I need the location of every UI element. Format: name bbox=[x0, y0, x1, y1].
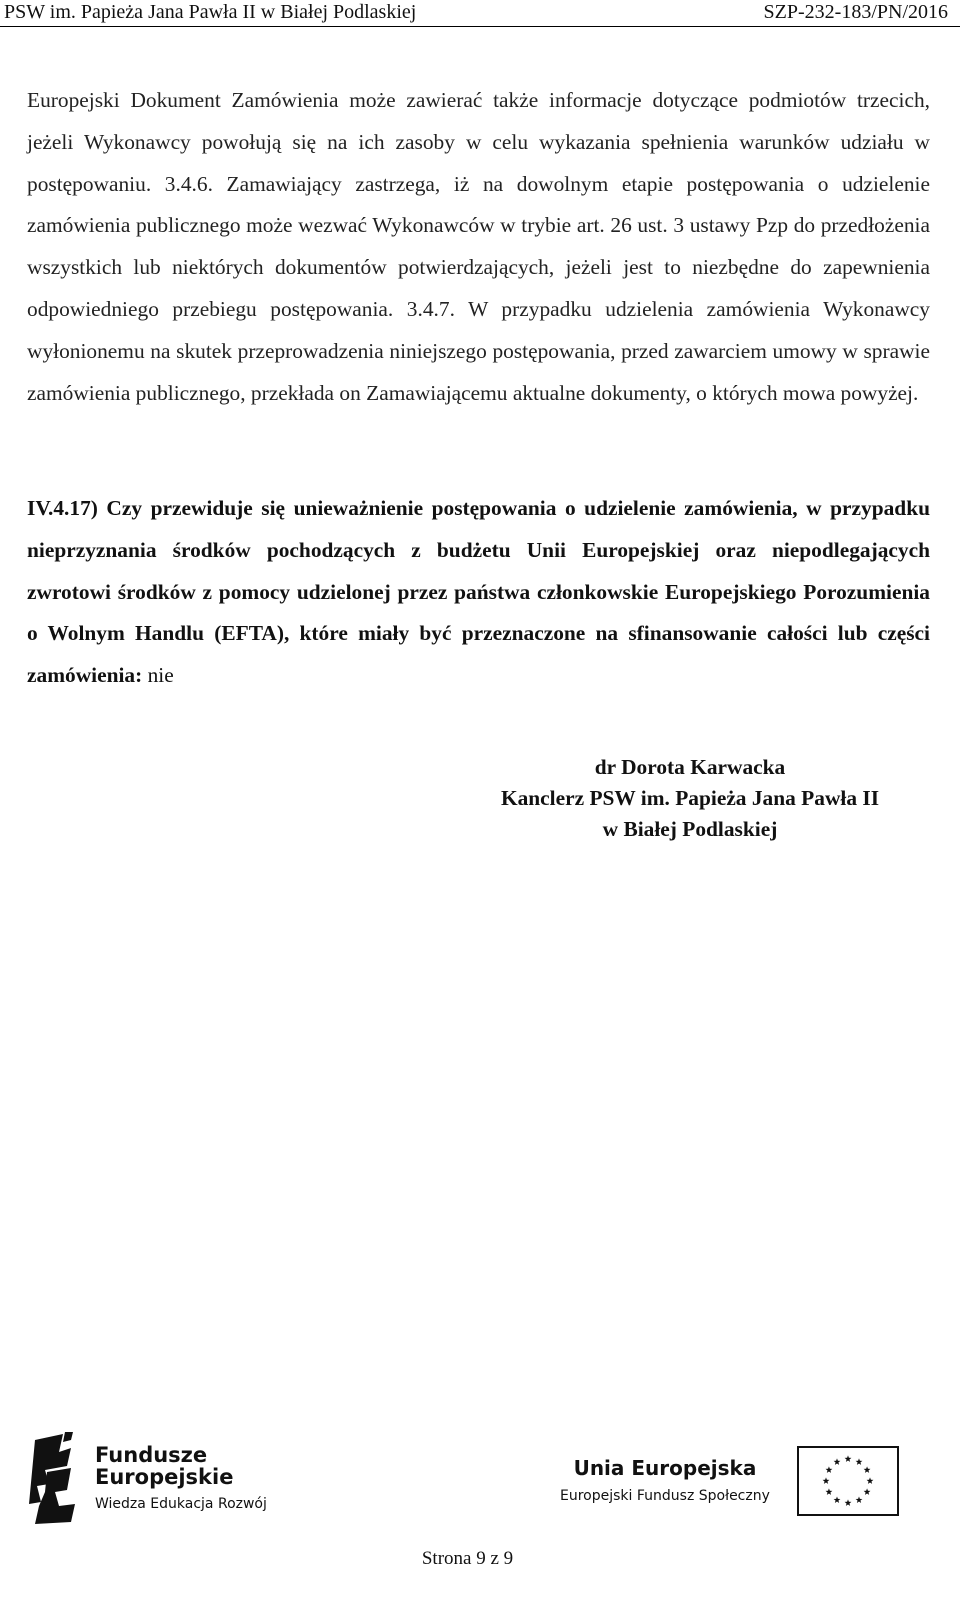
signature-place: w Białej Podlaskiej bbox=[602, 817, 778, 841]
section-iv-4-17 bbox=[27, 488, 930, 697]
fe-title-line-2: Europejskie bbox=[95, 1465, 234, 1489]
header-case-number: SZP-232-183/PN/2016 bbox=[763, 1, 948, 23]
section-answer: nie bbox=[147, 663, 174, 688]
signature-title: Kanclerz PSW im. Papieża Jana Pawła II bbox=[500, 786, 880, 810]
fe-title-line-1: Fundusze bbox=[95, 1443, 208, 1467]
eu-flag-icon bbox=[797, 1446, 899, 1516]
ue-title: Unia Europejska bbox=[573, 1456, 757, 1480]
fe-subtitle: Wiedza Edukacja Rozwój bbox=[95, 1496, 267, 1512]
footer-logos bbox=[0, 1430, 960, 1540]
header-institution: PSW im. Papieża Jana Pawła II w Białej Podlaskiej bbox=[4, 1, 417, 23]
fundusze-europejskie-icon bbox=[27, 1432, 77, 1524]
section-question: IV.4.17) Czy przewiduje się unieważnienie postępowania o udzielenie zamówienia, w przypadku nieprzyznania środków pochodzących z budżetu Unii Europejskiej oraz niepodlegających zwrotowi środków z pomocy udzielonej przez państwa członkowskie Europejskiego Porozumienia o Wolnym Handlu (EFTA), które miały być przeznaczone na sfinansowanie całości lub części zamówienia: bbox=[27, 496, 930, 688]
signature-block bbox=[460, 752, 920, 845]
unia-europejska-text bbox=[560, 1456, 770, 1506]
signature-name: dr Dorota Karwacka bbox=[594, 755, 786, 779]
page-number: Strona 9 z 9 bbox=[421, 1548, 514, 1569]
ue-subtitle: Europejski Fundusz Społeczny bbox=[560, 1488, 770, 1504]
page-header bbox=[0, 0, 960, 27]
body-paragraph: Europejski Dokument Zamówienia może zawierać także informacje dotyczące podmiotów trzecich, jeżeli Wykonawcy powołują się na ich zasoby w celu wykazania spełnienia warunków udziału w postępowaniu. 3.4.6. Zamawiający zastrzega, iż na dowolnym etapie postępowania o udzielenie zamówienia publicznego może wezwać Wykonawców w trybie art. 26 ust. 3 ustawy Pzp do przedłożenia wszystkich lub niektórych dokumentów potwierdzających, jeżeli jest to niezbędne do zapewnienia odpowiedniego przebiegu postępowania. 3.4.7. W przypadku udzielenia zamówienia Wykonawcy wyłonionemu na skutek przeprowadzenia niniejszego postępowania, przed zawarciem umowy w sprawie zamówienia publicznego, przekłada on Zamawiającemu aktualne dokumenty, o których mowa powyżej. bbox=[27, 88, 930, 405]
fundusze-europejskie-logo bbox=[27, 1430, 287, 1530]
